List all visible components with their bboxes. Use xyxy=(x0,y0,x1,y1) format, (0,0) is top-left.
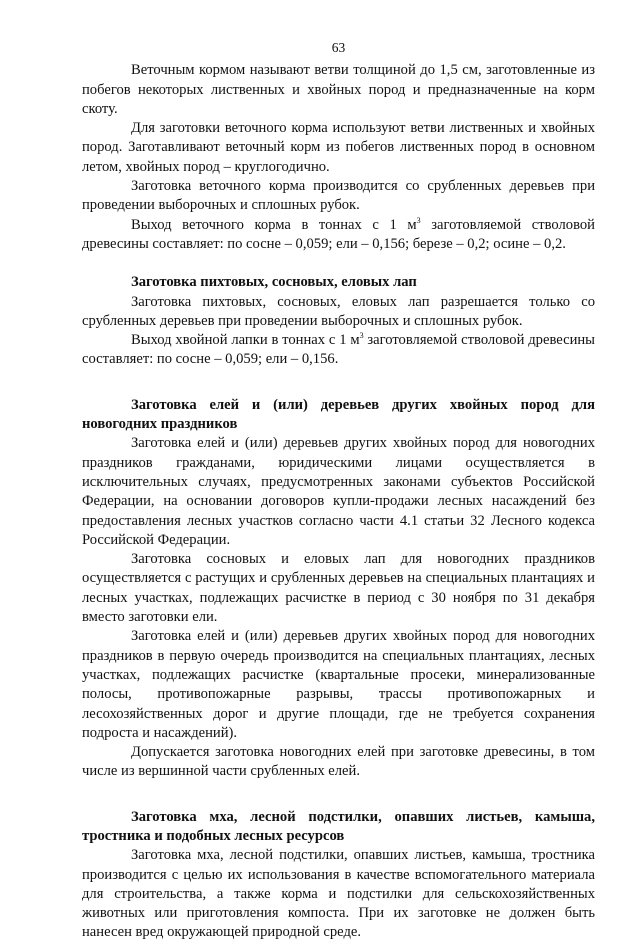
section-gap xyxy=(82,370,595,396)
paragraph: Заготовка елей и (или) деревьев других хвойных пород для новогодних праздников в первую очередь производится на специальных плантациях, лесных участках, подлежащих расчистке (квартальные просеки, минерализованные полосы, противопожарные разрывы, трассы противопожарных и лесохозяйственных дорог и другие площади, где не требуется сохранения подроста и насаждений). xyxy=(82,628,595,741)
section-gap xyxy=(82,254,595,273)
page-number: 63 xyxy=(331,40,346,55)
section-heading: Заготовка пихтовых, сосновых, еловых лап xyxy=(131,274,417,291)
text-run: Выход хвойной лапки в тоннах с 1 м xyxy=(131,332,360,349)
paragraph: Заготовка елей и (или) деревьев других хвойных пород для новогодних праздников гражданами, юридическими лицами осуществляется в исключительных случаях, предусмотренных законами субъектов Российской Федерации, на основании договоров купли-продажи лесных насаждений без предоставления лесных участков согласно части 4.1 статьи 32 Лесного кодекса Российской Федерации. xyxy=(82,435,595,548)
text-run: заготовляемой стволовой древесины составляет: по сосне – 0,059; ели – 0,156. xyxy=(82,332,595,368)
superscript: 3 xyxy=(416,215,421,225)
document-page xyxy=(82,38,595,943)
paragraph: Веточным кормом называют ветви толщиной до 1,5 см, заготовленные из побегов некоторых лиственных и хвойных пород и предназначенные на корм скоту. xyxy=(82,62,595,117)
paragraph: Заготовка пихтовых, сосновых, еловых лап разрешается только со срубленных деревьев при проведении выборочных и сплошных рубок. xyxy=(82,293,595,329)
superscript: 3 xyxy=(359,331,364,341)
paragraph: Заготовка сосновых и еловых лап для новогодних праздников осуществляется с растущих и срубленных деревьев на специальных плантациях и лесных участках, подлежащих расчистке в период с 30 ноября по 31 декабря вместо заготовки ели. xyxy=(82,551,595,626)
section-gap xyxy=(82,782,595,808)
paragraph: Заготовка веточного корма производится со срубленных деревьев при проведении выборочных и сплошных рубок. xyxy=(82,178,595,214)
text-run: заготовляемой стволовой древесины составляет: по сосне – 0,059; ели – 0,156; березе – 0,2; осине – 0,2. xyxy=(82,216,595,252)
section-heading: Заготовка мха, лесной подстилки, опавших листьев, камыша, тростника и подобных лесных ресурсов xyxy=(82,808,595,844)
paragraph: Заготовка мха, лесной подстилки, опавших листьев, камыша, тростника производится с целью их использования в качестве вспомогательного материала для строительства, а также корма и подстилки для сельскохозяйственных животных или приготовления компоста. При их заготовке не должен быть нанесен вред окружающей природной среде. xyxy=(82,847,595,941)
text-run: Выход веточного корма в тоннах с 1 м xyxy=(131,216,417,233)
paragraph xyxy=(82,216,595,255)
paragraph: Для заготовки веточного корма используют ветви лиственных и хвойных пород. Заготавливают веточный корм из побегов лиственных пород в основном летом, хвойных пород – круглогодично. xyxy=(82,120,595,175)
section-heading: Заготовка елей и (или) деревьев других хвойных пород для новогодних праздников xyxy=(82,396,595,433)
paragraph xyxy=(82,331,595,370)
paragraph: Допускается заготовка новогодних елей при заготовке древесины, в том числе из вершинной части срубленных елей. xyxy=(82,744,595,780)
